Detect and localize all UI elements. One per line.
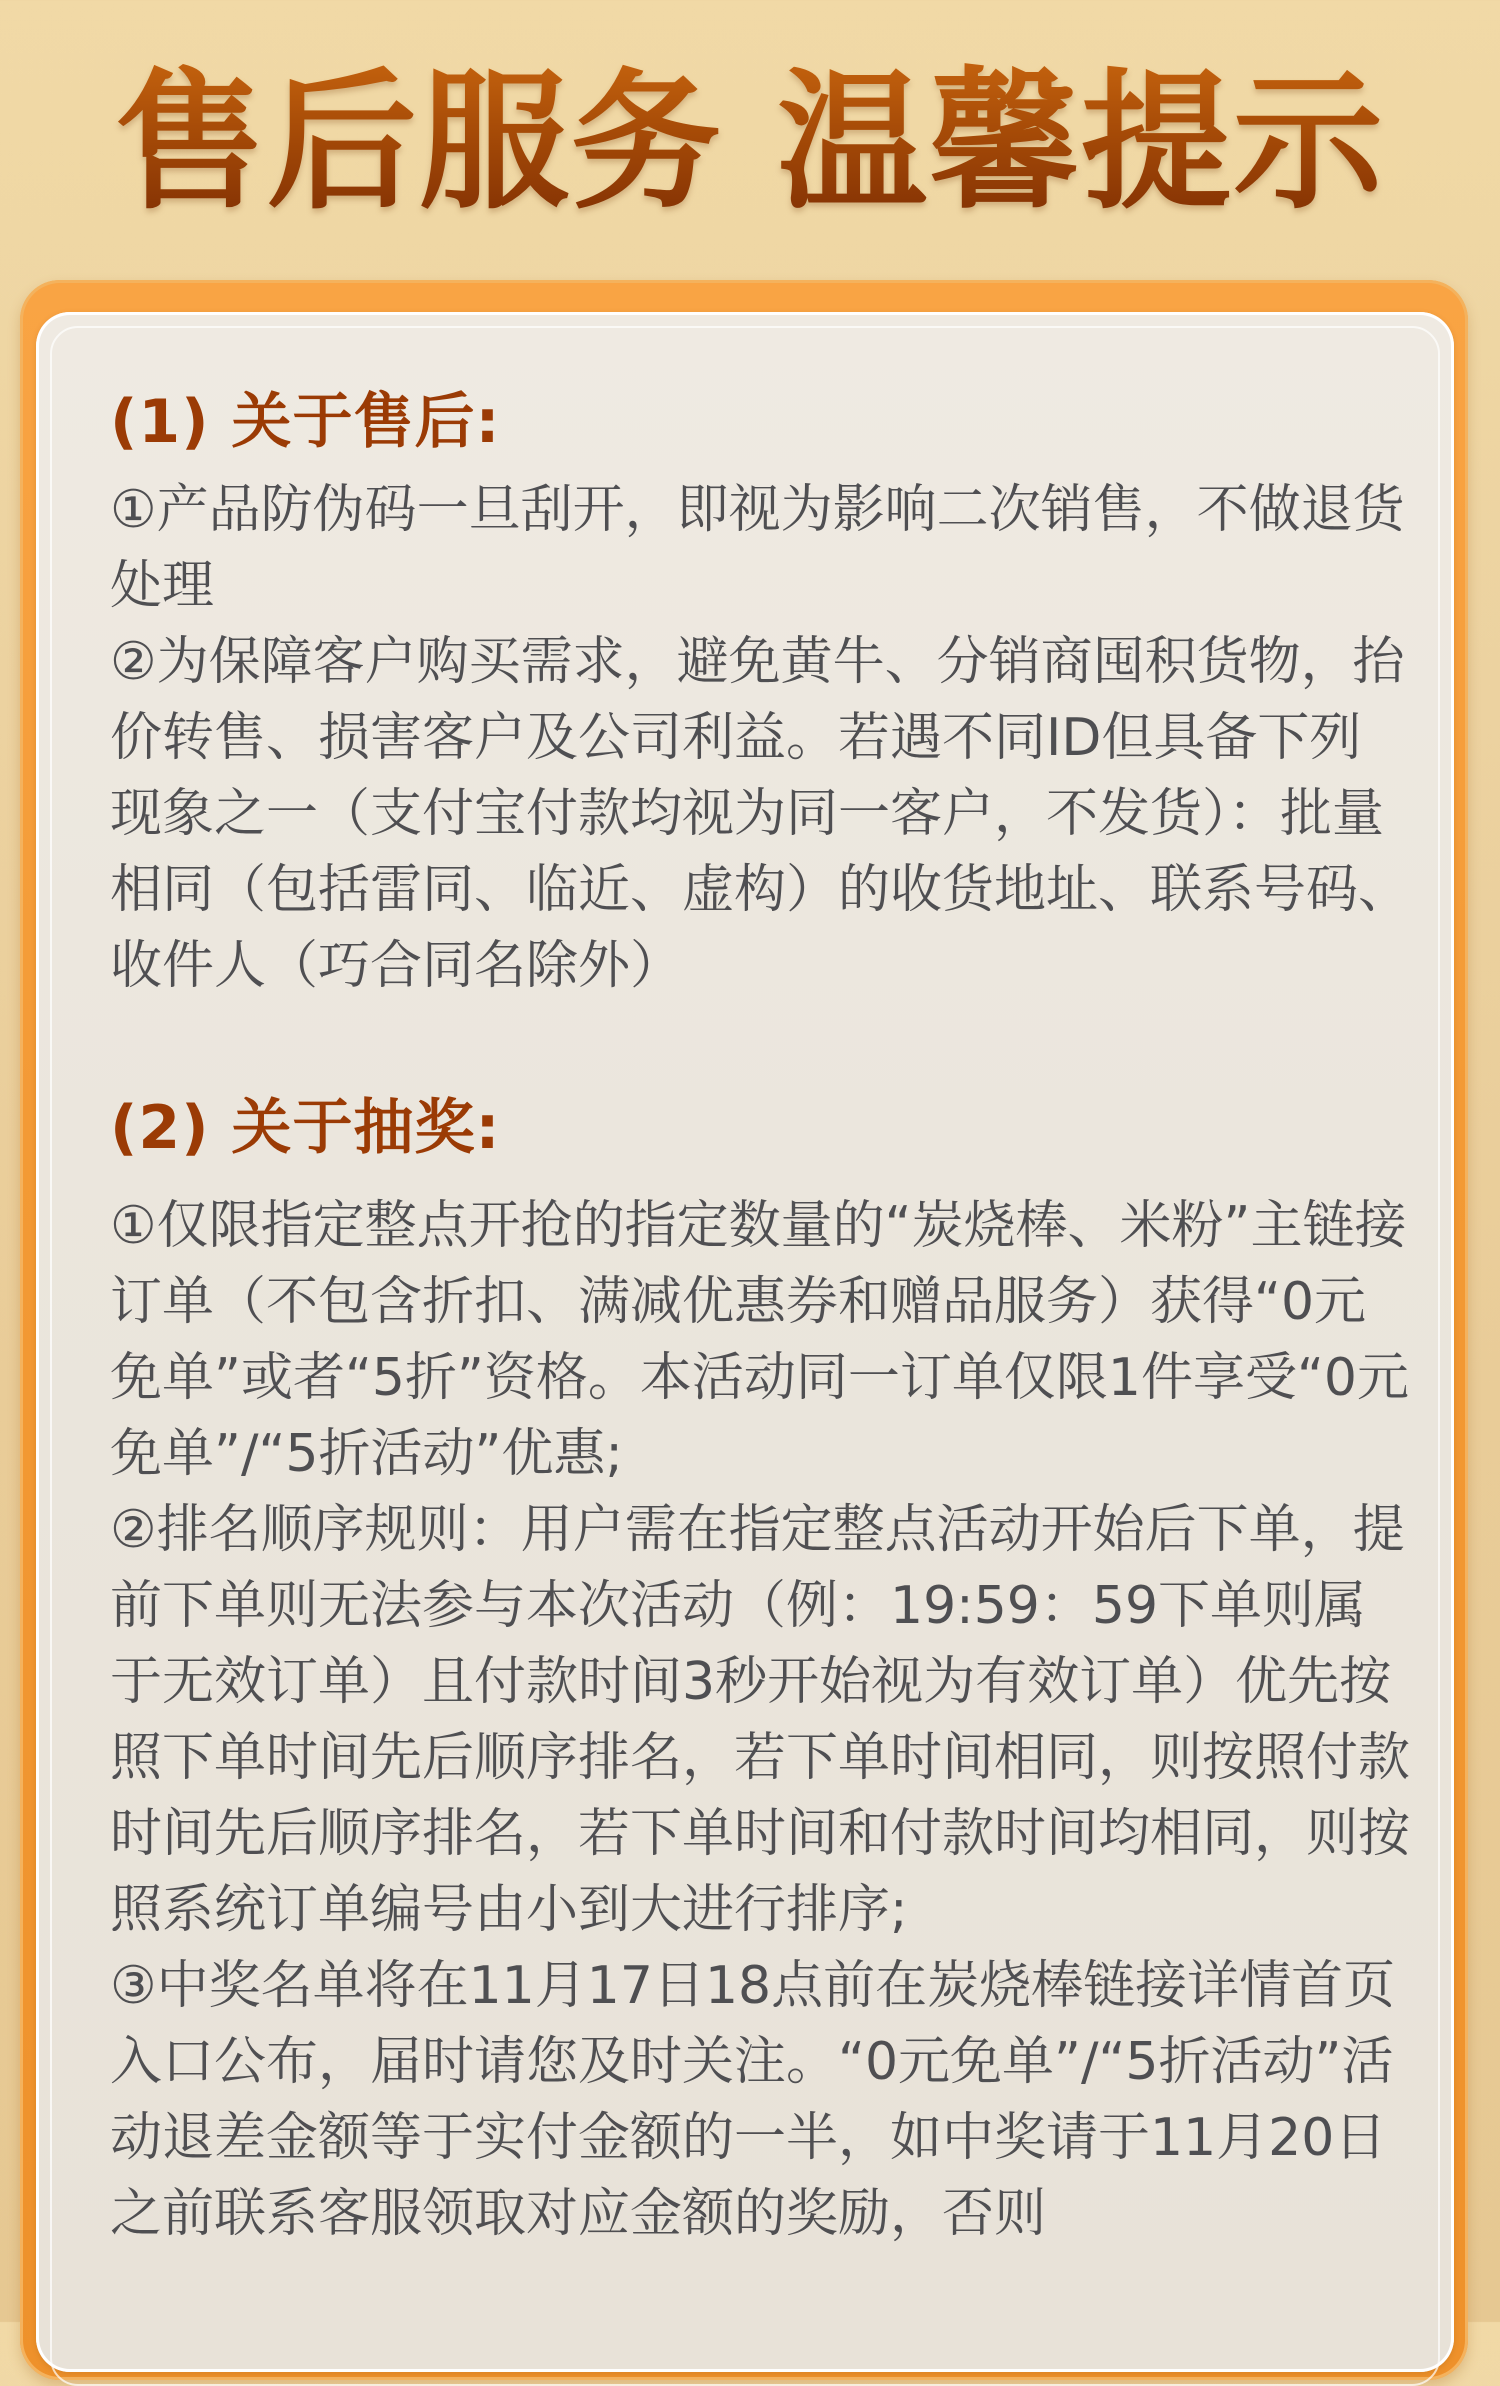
after-sales-item-2: ②为保障客户购买需求，避免黄牛、分销商囤积货物，抬价转售、损害客户及公司利益。若遇不同ID但具备下列现象之一（支付宝付款均视为同一客户，不发货）：批量相同（包括雷同、临近、虚构）的收货地址、联系号码、收件人（巧合同名除外） bbox=[110, 632, 1411, 996]
section-title-lottery: (2) 关于抽奖: bbox=[110, 1093, 501, 1163]
lottery-item-3: ③中奖名单将在11月17日18点前在炭烧棒链接详情首页入口公布，届时请您及时关注。“0元免单”/“5折活动”活动退差金额等于实付金额的一半，如中奖请于11月20日之前联系客服领取对应金额的奖励，否则 bbox=[110, 1956, 1396, 2244]
section-lottery bbox=[110, 1084, 1410, 2252]
lottery-item-2: ②排名顺序规则：用户需在指定整点活动开始后下单，提前下单则无法参与本次活动（例：19:59：59下单则属于无效订单）且付款时间3秒开始视为有效订单）优先按照下单时间先后顺序排名，若下单时间相同，则按照付款时间先后顺序排名，若下单时间和付款时间均相同，则按照系统订单编号由小到大进行排序; bbox=[110, 1500, 1411, 1940]
page-title: 售后服务 温馨提示 bbox=[0, 48, 1500, 238]
lottery-item-1: ①仅限指定整点开抢的指定数量的“炭烧棒、米粉”主链接订单（不包含折扣、满减优惠券和赠品服务）获得“0元免单”或者“5折”资格。本活动同一订单仅限1件享受“0元免单”/“5折活动”优惠; bbox=[110, 1196, 1410, 1484]
notice-content bbox=[110, 378, 1410, 2252]
after-sales-item-1: ①产品防伪码一旦刮开，即视为影响二次销售，不做退货处理 bbox=[110, 480, 1405, 616]
section-title-after-sales: (1) 关于售后: bbox=[110, 387, 501, 457]
